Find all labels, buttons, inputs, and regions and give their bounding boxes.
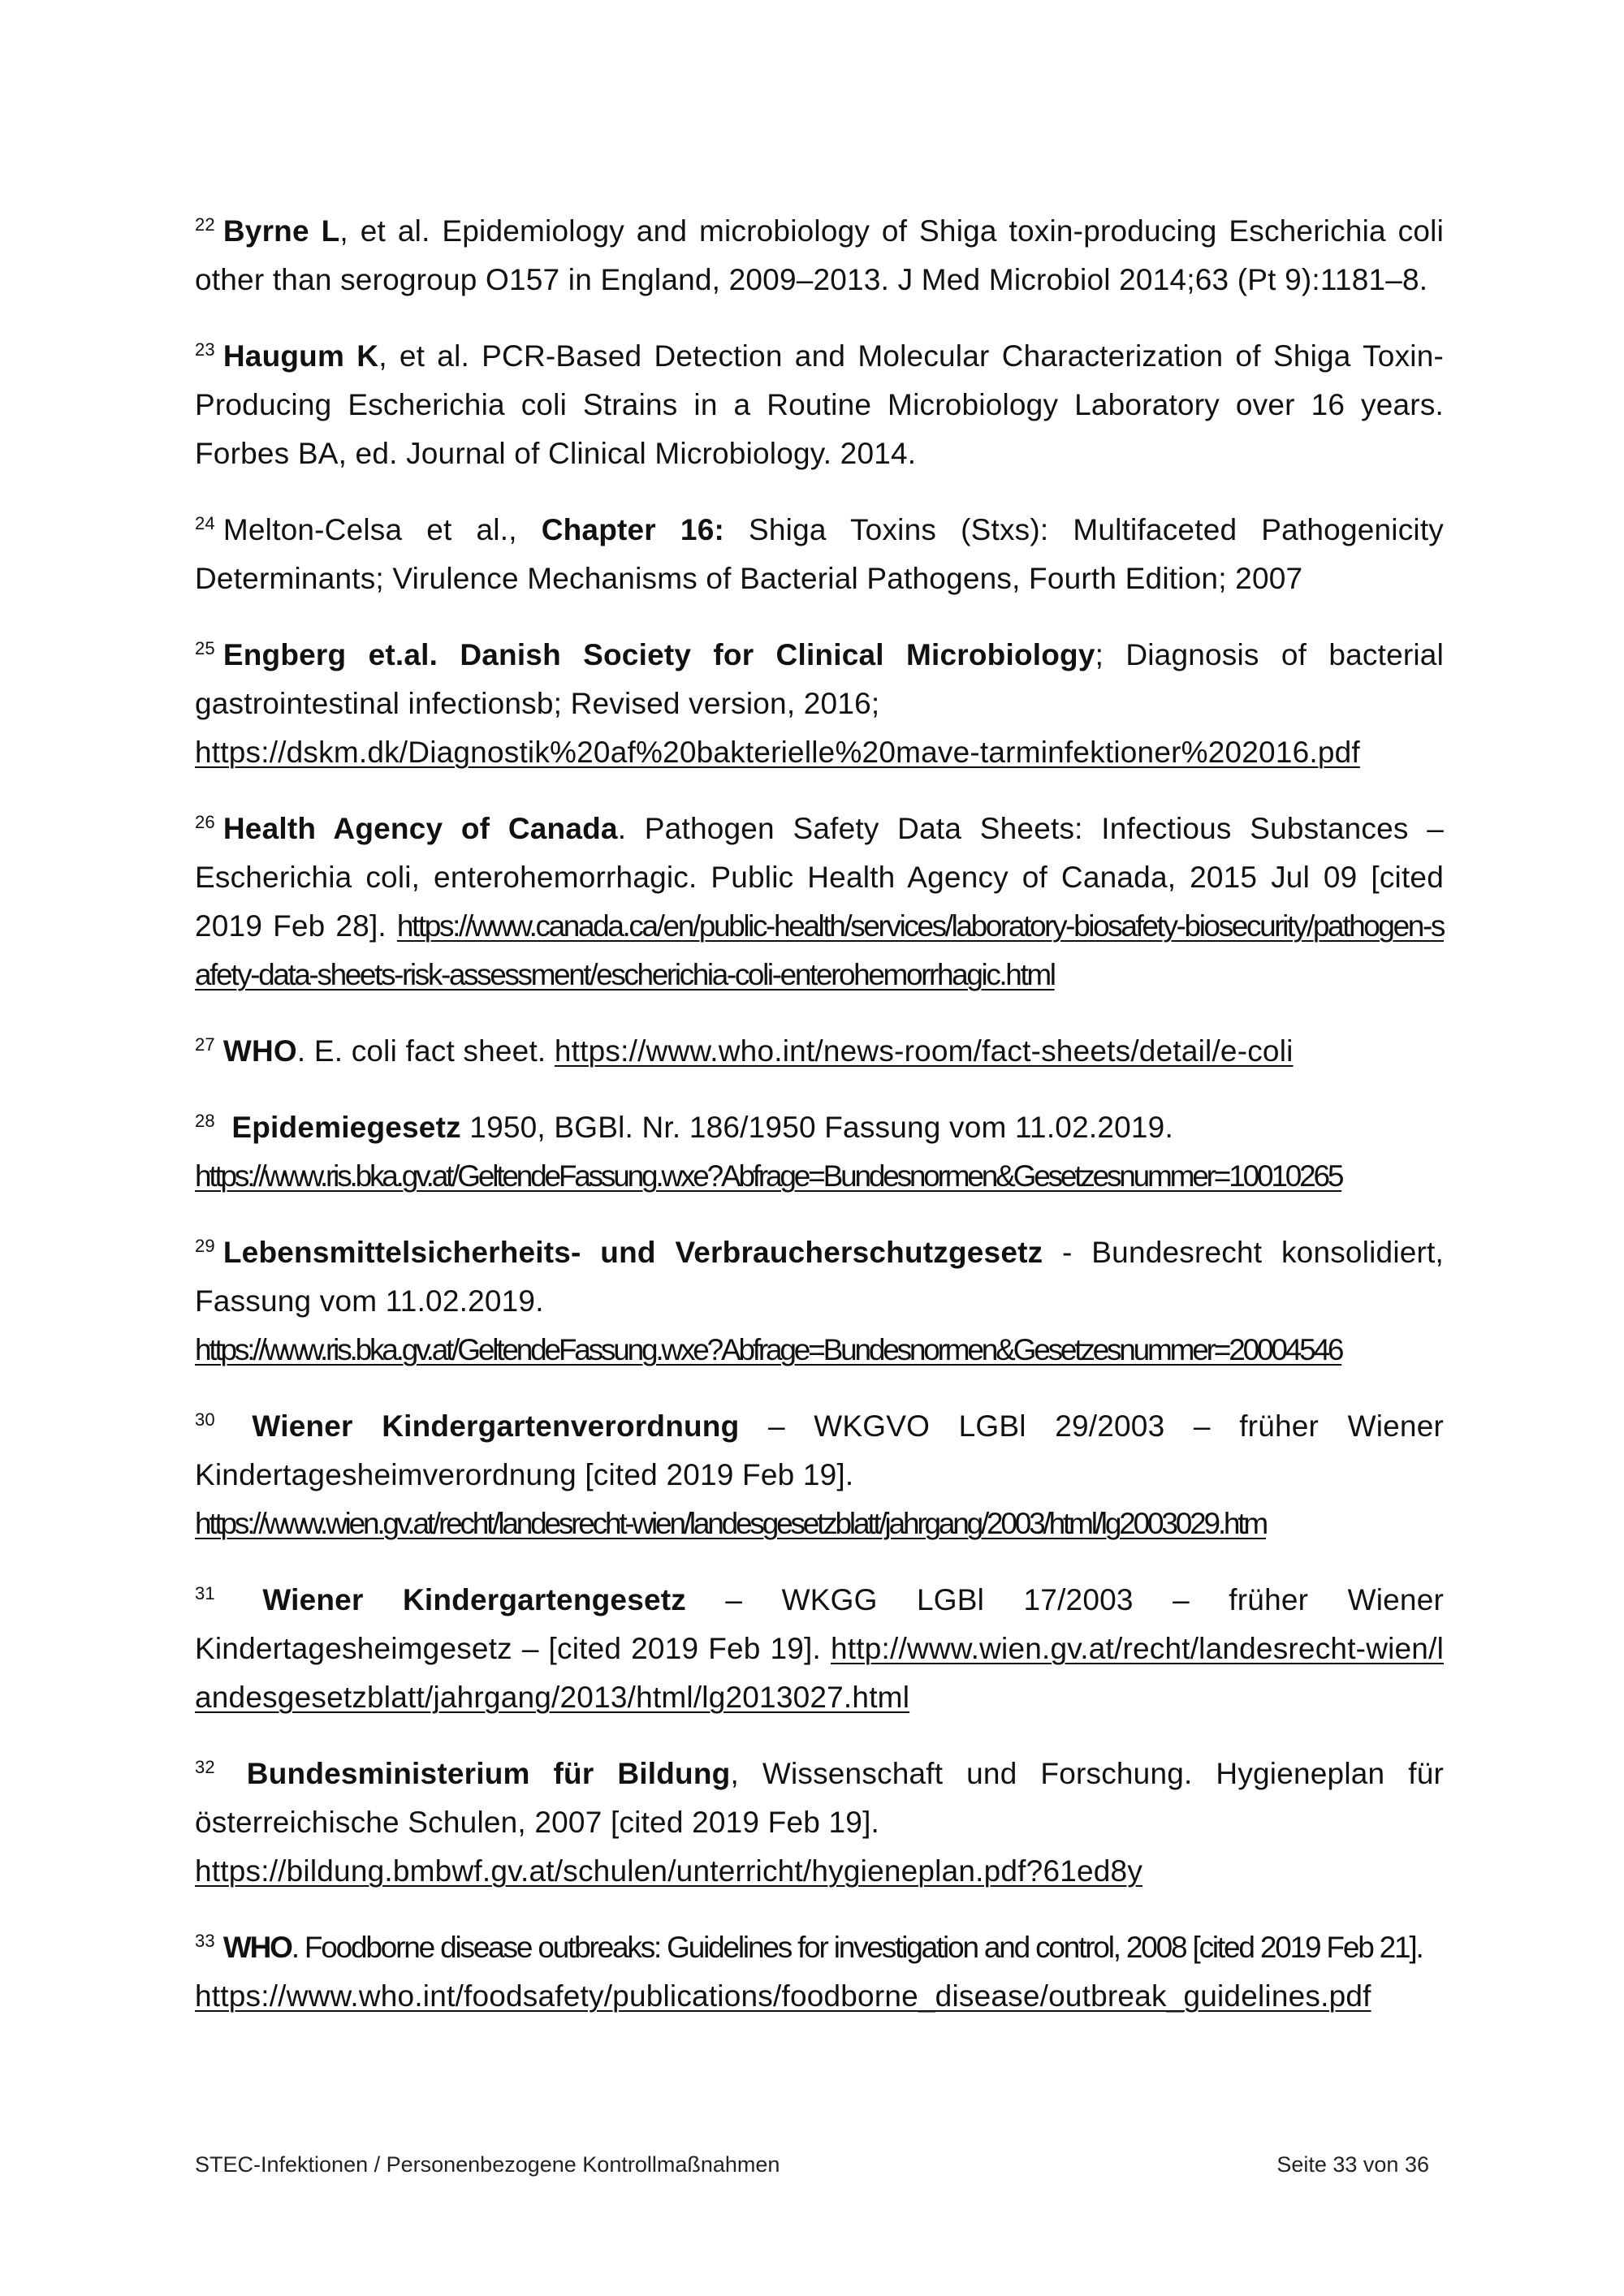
reference-33 (195, 1923, 1444, 2021)
reference-text: – WKGVO LGBl 29/2003 – früher Wiener Kindertagesheimverordnung [cited 2019 Feb 19]. (195, 1409, 1444, 1491)
reference-text: ; Diagnosis of bacterial gastrointestinal infectionsb; Revised version, 2016; (195, 638, 1444, 720)
reference-number: 29 (195, 1235, 215, 1256)
reference-author: Health Agency of Canada (222, 812, 618, 845)
reference-text: - Bundesrecht konsolidiert, Fassung vom 11.02.2019. (195, 1236, 1445, 1318)
reference-number: 27 (195, 1034, 215, 1055)
reference-text: , Wissenschaft und Forschung. Hygieneplan für österreichische Schulen, 2007 [cited 2019 Feb 19]. (195, 1757, 1445, 1839)
reference-link[interactable]: http://www.wien.gv.at/recht/landesrecht-wien/landesgesetzblatt/jahrgang/2013/html/lg2013027.html (195, 1632, 1444, 1714)
reference-number: 33 (195, 1930, 215, 1951)
reference-25 (195, 631, 1444, 777)
reference-27 (195, 1027, 1444, 1076)
reference-text: . Pathogen Safety Data Sheets: Infectious Substances – Escherichia coli, enterohemorrhagic. Public Health Agency of Canada, 2015 Jul 09 [cited 2019 Feb 28]. (195, 812, 1444, 943)
reference-author: Wiener Kindergartenverordnung (252, 1409, 740, 1443)
reference-link[interactable]: https://www.who.int/news-room/fact-sheets/detail/e-coli (554, 1034, 1294, 1068)
reference-author: Bundesministerium für Bildung (246, 1757, 731, 1790)
reference-link[interactable]: https://dskm.dk/Diagnostik%20af%20bakterielle%20mave-tarminfektioner%202016.pdf (195, 736, 1360, 769)
reference-22 (195, 207, 1444, 304)
reference-author: Haugum K (222, 339, 379, 373)
reference-author: Epidemiegesetz (231, 1111, 461, 1144)
reference-author: Lebensmittelsicherheits- und Verbraucherschutzgesetz (222, 1236, 1043, 1269)
reference-link[interactable]: https://www.ris.bka.gv.at/GeltendeFassung.wxe?Abfrage=Bundesnormen&Gesetzesnummer=10010265 (195, 1159, 1342, 1193)
reference-author: Byrne L (222, 214, 340, 248)
reference-author: Engberg et.al. Danish Society for Clinical Microbiology (222, 638, 1095, 671)
reference-31 (195, 1576, 1444, 1722)
reference-link[interactable]: https://bildung.bmbwf.gv.at/schulen/unterricht/hygieneplan.pdf?61ed8y (195, 1854, 1143, 1888)
reference-29 (195, 1228, 1444, 1375)
reference-text: Shiga Toxins (Stxs): Multifaceted Pathogenicity Determinants; Virulence Mechanisms of Bacterial Pathogens, Fourth Edition; 2007 (195, 513, 1444, 595)
reference-number: 26 (195, 811, 215, 832)
page-number: Seite 33 von 36 (1276, 2152, 1429, 2177)
footer-title: STEC-Infektionen / Personenbezogene Kontrollmaßnahmen (195, 2152, 780, 2177)
reference-link[interactable]: https://www.canada.ca/en/public-health/services/laboratory-biosafety-biosecurity/pathogen-safety-data-sheets-risk-assessment/escherichia-coli-enterohemorrhagic.html (195, 909, 1444, 991)
reference-text: Melton-Celsa et al., (222, 513, 542, 546)
reference-text: , et al. PCR-Based Detection and Molecular Characterization of Shiga Toxin-Producing Escherichia coli Strains in a Routine Microbiology Laboratory over 16 years. Forbes BA, ed. Journal of Clinical Microbiology. 2014. (195, 339, 1444, 470)
reference-link[interactable]: https://www.ris.bka.gv.at/GeltendeFassung.wxe?Abfrage=Bundesnormen&Gesetzesnummer=20004546 (195, 1333, 1342, 1366)
reference-26 (195, 805, 1444, 999)
reference-number: 32 (195, 1756, 215, 1777)
reference-text: , et al. Epidemiology and microbiology of Shiga toxin-producing Escherichia coli other than serogroup O157 in England, 2009–2013. J Med Microbiol 2014;63 (Pt 9):1181–8. (195, 214, 1444, 296)
reference-32 (195, 1750, 1444, 1896)
reference-link[interactable]: https://www.who.int/foodsafety/publications/foodborne_disease/outbreak_guidelines.pdf (195, 1979, 1371, 2013)
reference-text: – WKGG LGBl 17/2003 – früher Wiener Kindertagesheimgesetz – [cited 2019 Feb 19]. (195, 1583, 1444, 1665)
reference-list (195, 207, 1444, 2048)
reference-30 (195, 1402, 1444, 1548)
reference-number: 31 (195, 1582, 215, 1603)
reference-24 (195, 506, 1444, 603)
reference-text: . Foodborne disease outbreaks: Guidelines for investigation and control, 2008 [cited 2019 Feb 21]. (291, 1931, 1423, 1964)
reference-number: 23 (195, 339, 215, 360)
reference-number: 22 (195, 214, 215, 235)
reference-author: Wiener Kindergartengesetz (262, 1583, 686, 1616)
reference-text: 1950, BGBl. Nr. 186/1950 Fassung vom 11.02.2019. (460, 1111, 1173, 1144)
reference-23 (195, 332, 1444, 478)
reference-chapter: Chapter 16: (541, 513, 724, 546)
reference-number: 25 (195, 637, 215, 658)
reference-number: 30 (195, 1409, 215, 1430)
reference-link[interactable]: https://www.wien.gv.at/recht/landesrecht-wien/landesgesetzblatt/jahrgang/2003/html/lg2003029.htm (195, 1507, 1267, 1540)
reference-text: . E. coli fact sheet. (296, 1034, 546, 1068)
reference-number: 24 (195, 512, 215, 533)
reference-28 (195, 1103, 1444, 1201)
reference-author: WHO (222, 1931, 292, 1964)
reference-number: 28 (195, 1110, 215, 1131)
reference-author: WHO (222, 1034, 297, 1068)
